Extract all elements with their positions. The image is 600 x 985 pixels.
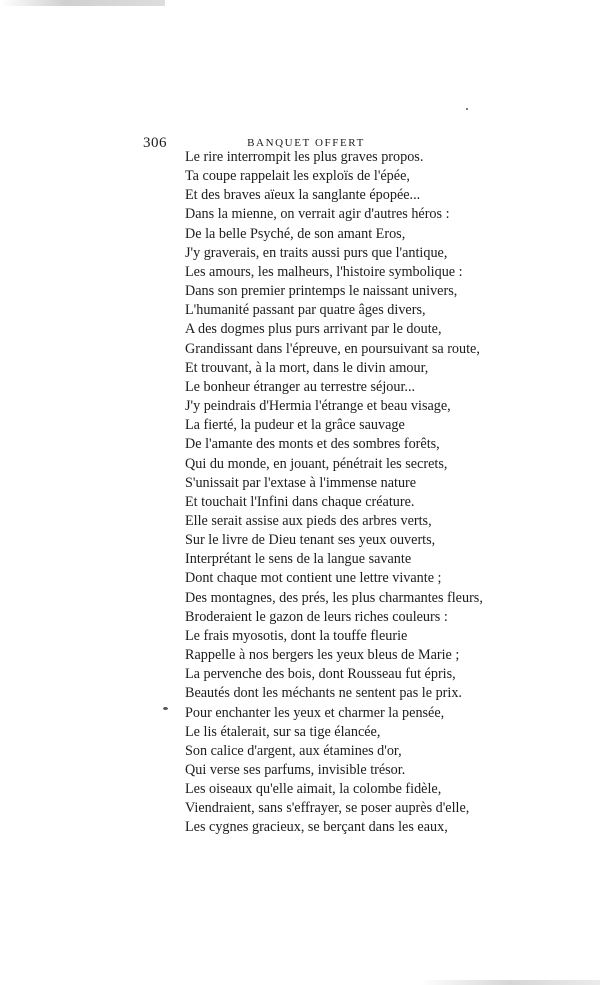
poem-line: Ta coupe rappelait les exploïs de l'épée, (185, 168, 410, 185)
poem-line: Les cygnes gracieux, se berçant dans les eaux, (185, 819, 448, 836)
poem-line: Qui du monde, en jouant, pénétrait les secrets, (185, 455, 448, 472)
poem-line: S'unissait par l'extase à l'immense nature (185, 474, 417, 491)
ink-speck (466, 108, 468, 110)
poem-line: Rappelle à nos bergers les yeux bleus de Marie ; (185, 647, 460, 664)
poem-line: Le lis étalerait, sur sa tige élancée, (185, 723, 381, 740)
poem-line: Le frais myosotis, dont la touffe fleurie (185, 627, 408, 644)
poem-line: Et trouvant, à la mort, dans le divin amour, (185, 359, 429, 376)
poem-line: Elle serait assise aux pieds des arbres verts, (185, 512, 432, 529)
poem-line: Le rire interrompit les plus graves propos. (185, 149, 424, 165)
poem-text (185, 148, 483, 838)
poem-line: De la belle Psyché, de son amant Eros, (185, 225, 406, 242)
poem-line: Pour enchanter les yeux et charmer la pensée, (185, 704, 445, 721)
running-head: BANQUET OFFERT (247, 137, 365, 149)
poem-line: Les amours, les malheurs, l'histoire symbolique : (185, 263, 463, 280)
poem-line: Broderaient le gazon de leurs riches couleurs : (185, 608, 448, 625)
poem-line: Viendraient, sans s'effrayer, se poser auprès d'elle, (185, 800, 470, 817)
poem-line: L'humanité passant par quatre âges divers, (185, 302, 426, 319)
poem-line: Beautés dont les méchants ne sentent pas le prix. (185, 685, 462, 702)
poem-line: Le bonheur étranger au terrestre séjour... (185, 378, 416, 395)
poem-line: A des dogmes plus purs arrivant par le doute, (185, 321, 442, 338)
page-number: 306 (143, 135, 167, 151)
poem-line: Des montagnes, des prés, les plus charmantes fleurs, (185, 589, 483, 606)
poem-line: Grandissant dans l'épreuve, en poursuivant sa route, (185, 340, 480, 357)
scan-edge-mark-bottom (420, 980, 600, 985)
scan-edge-mark-top (0, 0, 165, 6)
ink-speck (163, 707, 168, 710)
poem-line: Et des braves aïeux la sanglante épopée... (185, 187, 421, 204)
poem-line: Les oiseaux qu'elle aimait, la colombe fidèle, (185, 781, 442, 798)
poem-line: La pervenche des bois, dont Rousseau fut épris, (185, 666, 456, 683)
poem-line: Qui verse ses parfums, invisible trésor. (185, 762, 406, 778)
poem-line: Et touchait l'Infini dans chaque créature. (185, 493, 415, 510)
poem-line: Dans la mienne, on verrait agir d'autres héros : (185, 206, 450, 223)
poem-line: Interprétant le sens de la langue savante (185, 551, 412, 568)
poem-line: La fierté, la pudeur et la grâce sauvage (185, 417, 405, 434)
poem-line: J'y graverais, en traits aussi purs que l'antique, (185, 244, 448, 261)
poem-line: De l'amante des monts et des sombres forêts, (185, 436, 440, 453)
poem-line: Son calice d'argent, aux étamines d'or, (185, 742, 402, 759)
poem-line: J'y peindrais d'Hermia l'étrange et beau visage, (185, 398, 451, 415)
poem-line: Dans son premier printemps le naissant univers, (185, 283, 458, 300)
poem-line: Dont chaque mot contient une lettre vivante ; (185, 570, 442, 587)
poem-line: Sur le livre de Dieu tenant ses yeux ouverts, (185, 532, 436, 549)
